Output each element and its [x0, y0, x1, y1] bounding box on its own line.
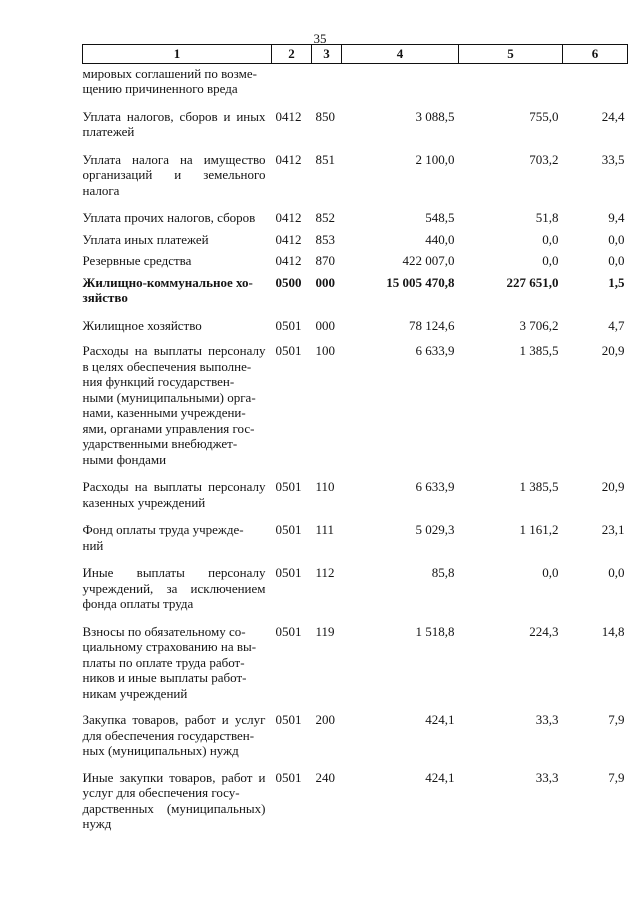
row-actual-amount: 1 161,2 — [519, 522, 559, 537]
row-actual-amount: 1 385,5 — [519, 479, 559, 494]
budget-table — [82, 44, 628, 832]
row-section-code: 0500 — [275, 274, 302, 290]
row-execution-percent: 1,5 — [608, 274, 625, 290]
row-section-code: 0501 — [275, 479, 302, 494]
row-execution-percent: 33,5 — [601, 151, 625, 167]
column-header: 3 — [312, 45, 342, 64]
row-expense-type-code: 240 — [315, 769, 335, 785]
row-description: Уплата налогов, сборов и иных платежей — [82, 108, 266, 139]
row-expense-type-code: 000 — [315, 317, 335, 333]
row-execution-percent: 24,4 — [601, 108, 625, 124]
row-expense-type-code: 110 — [315, 479, 335, 494]
table-row — [83, 198, 628, 226]
row-actual-amount: 3 706,2 — [519, 317, 559, 333]
row-planned-amount: 85,8 — [431, 565, 455, 580]
row-expense-type-code: 111 — [315, 522, 335, 537]
row-execution-percent: 7,9 — [608, 769, 625, 785]
row-planned-amount: 440,0 — [425, 231, 455, 247]
row-planned-amount: 2 100,0 — [415, 151, 455, 167]
row-description: Взносы по обязательному со- циальному страхованию на вы- платы по оплате труда работ- ников и иные выплаты работ- никам учреждений — [82, 623, 257, 701]
row-expense-type-code: 850 — [315, 108, 335, 124]
row-actual-amount: 0,0 — [542, 565, 559, 580]
row-actual-amount: 224,3 — [529, 623, 559, 639]
row-execution-percent: 9,4 — [608, 210, 625, 225]
row-execution-percent: 0,0 — [608, 253, 625, 268]
table-body — [83, 63, 628, 832]
row-execution-percent: 14,8 — [601, 623, 625, 639]
row-planned-amount: 548,5 — [425, 210, 455, 225]
row-section-code: 0412 — [275, 231, 302, 247]
row-section-code: 0501 — [275, 712, 302, 727]
table-header-row — [83, 45, 628, 64]
row-planned-amount: 6 633,9 — [415, 479, 455, 494]
row-description: Резервные средства — [82, 253, 192, 268]
row-planned-amount: 422 007,0 — [402, 253, 455, 268]
table-row — [83, 306, 628, 334]
row-description: Закупка товаров, работ и услуг для обеспечения государствен- ных (муниципальных) нужд — [82, 712, 266, 758]
table-row — [83, 226, 628, 248]
row-actual-amount: 703,2 — [529, 151, 559, 167]
table-row — [83, 140, 628, 199]
table-row — [83, 701, 628, 759]
row-execution-percent — [563, 63, 628, 97]
row-actual-amount: 33,3 — [535, 712, 559, 727]
row-actual-amount: 33,3 — [535, 769, 559, 785]
row-section-code: 0412 — [275, 253, 302, 268]
row-expense-type-code — [312, 63, 342, 97]
table-row — [83, 467, 628, 510]
row-execution-percent: 4,7 — [608, 317, 625, 333]
row-execution-percent: 20,9 — [601, 343, 625, 358]
row-actual-amount: 51,8 — [535, 210, 559, 225]
row-description: мировых соглашений по возме- щению причиненного вреда — [82, 65, 257, 96]
column-header: 2 — [272, 45, 312, 64]
row-section-code: 0412 — [275, 151, 302, 167]
row-actual-amount: 1 385,5 — [519, 343, 559, 358]
row-execution-percent: 20,9 — [601, 479, 625, 494]
row-planned-amount: 5 029,3 — [415, 522, 455, 537]
table-row — [83, 247, 628, 269]
column-header: 5 — [459, 45, 563, 64]
row-description: Жилищно-коммунальное хо- зяйство — [82, 274, 253, 305]
row-execution-percent: 0,0 — [608, 565, 625, 580]
row-expense-type-code: 851 — [315, 151, 335, 167]
row-description: Уплата прочих налогов, сборов — [82, 210, 256, 225]
column-header: 1 — [83, 45, 272, 64]
row-expense-type-code: 119 — [315, 623, 335, 639]
row-expense-type-code: 853 — [315, 231, 335, 247]
row-expense-type-code: 200 — [315, 712, 335, 727]
row-planned-amount: 3 088,5 — [415, 108, 455, 124]
row-description: Фонд оплаты труда учрежде- ний — [82, 522, 244, 553]
table-row — [83, 510, 628, 553]
row-planned-amount: 1 518,8 — [415, 623, 455, 639]
row-planned-amount: 6 633,9 — [415, 343, 455, 358]
row-section-code: 0412 — [275, 108, 302, 124]
row-section-code: 0501 — [275, 317, 302, 333]
table-row — [83, 759, 628, 832]
table-row — [83, 553, 628, 612]
row-expense-type-code: 870 — [315, 253, 335, 268]
row-planned-amount: 15 005 470,8 — [386, 274, 455, 290]
row-planned-amount: 424,1 — [425, 769, 455, 785]
row-description: Расходы на выплаты персоналу казенных учреждений — [82, 479, 266, 510]
page-number: 35 — [313, 31, 327, 46]
row-expense-type-code: 000 — [315, 274, 335, 290]
table-row — [83, 269, 628, 306]
row-planned-amount: 424,1 — [425, 712, 455, 727]
row-description: Иные закупки товаров, работ и услуг для обеспечения госу- дарственных (муниципальных) нужд — [82, 769, 266, 831]
row-actual-amount: 0,0 — [542, 231, 559, 247]
table-row — [83, 612, 628, 702]
column-header: 6 — [563, 45, 628, 64]
row-section-code: 0412 — [275, 210, 302, 225]
row-description: Уплата налога на имущество организаций и земельного налога — [82, 151, 266, 198]
row-section-code: 0501 — [275, 769, 302, 785]
row-section-code — [272, 63, 312, 97]
row-planned-amount: 78 124,6 — [409, 317, 455, 333]
row-description: Жилищное хозяйство — [82, 317, 202, 333]
row-actual-amount: 0,0 — [542, 253, 559, 268]
table-row — [83, 97, 628, 140]
row-actual-amount: 755,0 — [529, 108, 559, 124]
row-execution-percent: 0,0 — [608, 231, 625, 247]
row-planned-amount — [342, 63, 459, 97]
row-execution-percent: 23,1 — [601, 522, 625, 537]
row-section-code: 0501 — [275, 343, 302, 358]
row-expense-type-code: 100 — [315, 343, 335, 358]
table-row — [83, 333, 628, 467]
column-header: 4 — [342, 45, 459, 64]
row-description: Расходы на выплаты персоналу в целях обеспечения выполне- ния функций государствен- ными (муниципальными) орга- нами, казенными учреждени- ями, органами управления гос- ударственными внебюджет- ными фондами — [82, 343, 266, 467]
row-section-code: 0501 — [275, 623, 302, 639]
row-expense-type-code: 112 — [315, 565, 335, 580]
row-section-code: 0501 — [275, 522, 302, 537]
row-actual-amount: 227 651,0 — [506, 274, 559, 290]
row-expense-type-code: 852 — [315, 210, 335, 225]
row-description: Уплата иных платежей — [82, 231, 209, 247]
row-section-code: 0501 — [275, 565, 302, 580]
row-actual-amount — [459, 63, 563, 97]
row-execution-percent: 7,9 — [608, 712, 625, 727]
table-row — [83, 63, 628, 97]
row-description: Иные выплаты персоналу учреждений, за исключением фонда оплаты труда — [82, 565, 266, 611]
